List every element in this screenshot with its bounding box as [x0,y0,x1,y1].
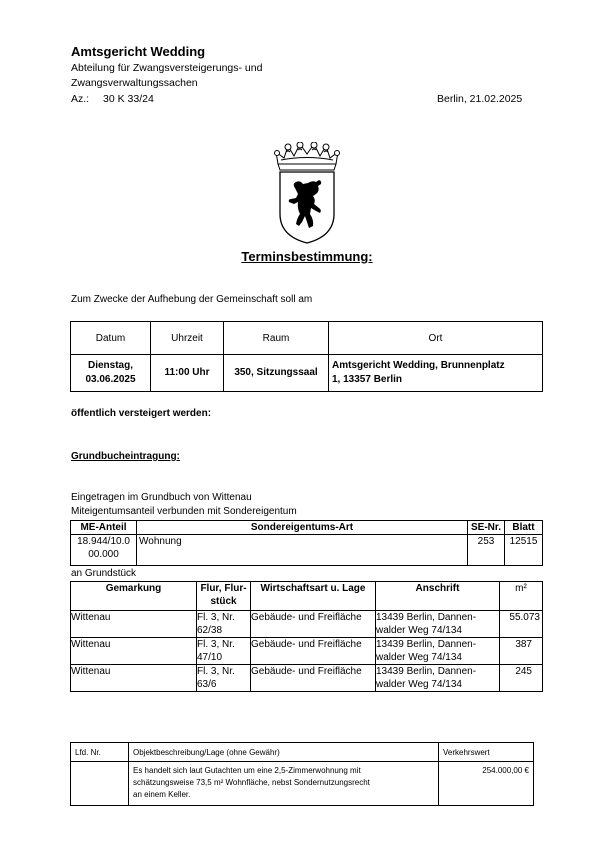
termin-place-line-2: 1, 13357 Berlin [332,374,403,385]
auction-statement: öffentlich versteigert werden: [71,408,212,419]
intro-text: Zum Zwecke der Aufhebung der Gemeinschaft soll am [71,294,313,305]
qm-cell: 387 [500,638,543,665]
termin-place [329,355,543,392]
termin-date [71,355,151,392]
anschrift-cell [376,638,500,665]
flur-line-2: 47/10 [197,652,223,663]
gemarkung-cell: Wittenau [71,638,197,665]
header-flur-line-2: stück [210,596,237,607]
co-ownership-text: Miteigentumsanteil verbunden mit Sondereigentum [71,506,297,517]
flur-line-2: 62/38 [197,625,223,636]
address-line-1: 13439 Berlin, Dannen- [376,612,477,623]
header-verkehrswert: Verkehrswert [439,743,534,762]
header-ort: Ort [329,322,543,355]
header-raum: Raum [224,322,329,355]
header-lfd-nr: Lfd. Nr. [71,743,129,762]
header-datum: Datum [71,322,151,355]
land-register-entry: Eingetragen im Grundbuch von Wittenau [71,492,252,503]
table-row [71,665,543,692]
header-wirtschaftsart: Wirtschaftsart u. Lage [251,582,376,611]
wirtschaftsart-cell: Gebäude- und Freifläche [251,638,376,665]
header-flur [197,582,251,611]
header-se-nr: SE-Nr. [468,521,505,535]
header-flur-line-1: Flur, Flur- [200,583,247,594]
flur-cell [197,611,251,638]
description-line-3: an einem Keller. [133,790,191,799]
department-line-2: Zwangsverwaltungssachen [71,77,198,89]
termin-date-weekday: Dienstag, [87,360,133,371]
land-parcel-table [70,581,543,692]
flur-cell [197,665,251,692]
flur-line-1: Fl. 3, Nr. [197,612,235,623]
flur-line-2: 63/6 [197,679,217,690]
termin-time: 11:00 Uhr [151,355,224,392]
header-blatt: Blatt [505,521,543,535]
land-register-heading: Grundbucheintragung: [71,451,180,462]
place-date: Berlin, 21.02.2025 [437,93,523,105]
address-line-1: 13439 Berlin, Dannen- [376,666,477,677]
header-anschrift: Anschrift [376,582,500,611]
me-anteil-line-1: 18.944/10.0 [77,536,130,547]
department-line-1: Abteilung für Zwangsversteigerungs- und [71,62,263,74]
court-name: Amtsgericht Wedding [71,44,206,59]
object-table [70,742,534,806]
lfd-nr-cell [71,762,129,806]
berlin-coat-of-arms-icon [272,142,342,246]
case-number-label: Az.: [71,93,90,105]
co-ownership-table [70,520,543,566]
flur-line-1: Fl. 3, Nr. [197,639,235,650]
blatt-value: 12515 [505,535,543,566]
object-description [129,762,439,806]
qm-cell: 245 [500,665,543,692]
flur-line-1: Fl. 3, Nr. [197,666,235,677]
termin-table [70,321,543,392]
gemarkung-cell: Wittenau [71,611,197,638]
land-parcel-label: an Grundstück [71,568,137,579]
me-anteil-line-2: 00.000 [88,549,119,560]
qm-cell: 55.073 [500,611,543,638]
termin-room: 350, Sitzungssaal [224,355,329,392]
page-title: Terminsbestimmung: [241,249,373,264]
market-value: 254.000,00 € [439,762,534,806]
address-line-2: walder Weg 74/134 [376,679,462,690]
address-line-2: walder Weg 74/134 [376,625,462,636]
anschrift-cell [376,611,500,638]
header-me-anteil: ME-Anteil [71,521,137,535]
termin-date-value: 03.06.2025 [85,374,136,385]
address-line-1: 13439 Berlin, Dannen- [376,639,477,650]
table-row [71,611,543,638]
wirtschaftsart-cell: Gebäude- und Freifläche [251,611,376,638]
me-anteil-value [71,535,137,566]
case-number: 30 K 33/24 [103,93,154,105]
header-objektbeschreibung: Objektbeschreibung/Lage (ohne Gewähr) [129,743,439,762]
header-qm: m² [500,582,543,611]
flur-cell [197,638,251,665]
description-line-1: Es handelt sich laut Gutachten um eine 2,5-Zimmerwohnung mit [133,766,361,775]
termin-place-line-1: Amtsgericht Wedding, Brunnenplatz [332,360,505,371]
se-nr-value: 253 [468,535,505,566]
header-uhrzeit: Uhrzeit [151,322,224,355]
header-se-art: Sondereigentums-Art [137,521,468,535]
address-line-2: walder Weg 74/134 [376,652,462,663]
header-gemarkung: Gemarkung [71,582,197,611]
description-line-2: schätzungsweise 73,5 m² Wohnfläche, nebst Sondernutzungsrecht [133,778,370,787]
se-art-value: Wohnung [137,535,468,566]
wirtschaftsart-cell: Gebäude- und Freifläche [251,665,376,692]
gemarkung-cell: Wittenau [71,665,197,692]
anschrift-cell [376,665,500,692]
table-row [71,638,543,665]
